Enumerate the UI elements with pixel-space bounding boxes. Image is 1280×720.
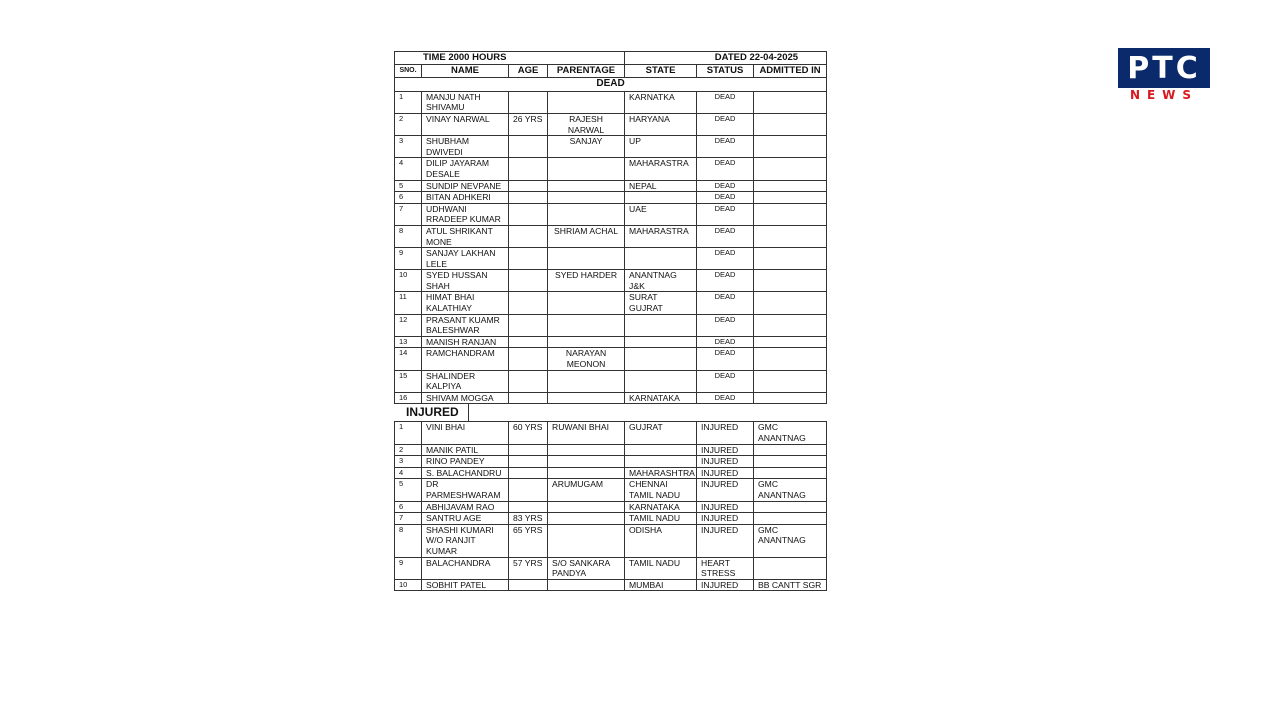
row-admitted-in [754,270,827,292]
row-name: SANTRU AGE [422,513,509,525]
row-name: SHUBHAM DWIVEDI [422,136,509,158]
row-name: MANJU NATH SHIVAMU [422,91,509,113]
row-sno: 11 [395,292,422,314]
row-parentage [548,314,625,336]
row-name: SANJAY LAKHAN LELE [422,248,509,270]
table-row [395,225,827,247]
row-parentage: RUWANI BHAI [548,422,625,444]
row-parentage [548,336,625,348]
row-admitted-in [754,192,827,204]
row-age [509,456,548,468]
row-sno: 8 [395,225,422,247]
row-age [509,370,548,392]
row-parentage: SYED HARDER [548,270,625,292]
row-name: MANIK PATIL [422,444,509,456]
row-age [509,136,548,158]
row-status: INJURED [697,422,754,444]
row-status: DEAD [697,225,754,247]
row-age [509,180,548,192]
col-admitted-in: ADMITTED IN [754,64,827,78]
row-admitted-in [754,91,827,113]
row-status: INJURED [697,467,754,479]
row-parentage [548,501,625,513]
row-age [509,248,548,270]
row-admitted-in [754,180,827,192]
row-sno: 3 [395,136,422,158]
table-row [395,91,827,113]
row-status: INJURED [697,444,754,456]
table-row [395,248,827,270]
row-status: INJURED [697,501,754,513]
row-status: DEAD [697,248,754,270]
table-row [395,270,827,292]
row-sno: 7 [395,513,422,525]
row-status: DEAD [697,203,754,225]
row-status: INJURED [697,579,754,591]
row-parentage [548,513,625,525]
table-row [395,392,827,404]
row-name: UDHWANI RRADEEP KUMAR [422,203,509,225]
table-row [395,501,827,513]
row-age: 26 YRS [509,113,548,135]
table-row [395,444,827,456]
row-parentage [548,392,625,404]
table-row [395,513,827,525]
row-status: DEAD [697,392,754,404]
row-sno: 16 [395,392,422,404]
row-age [509,225,548,247]
col-sno: SNO. [395,64,422,78]
row-name: DILIP JAYARAM DESALE [422,158,509,180]
row-name: ABHIJAVAM RAO [422,501,509,513]
row-state [625,336,697,348]
row-parentage: NARAYAN MEONON [548,348,625,370]
row-name: SHIVAM MOGGA [422,392,509,404]
row-admitted-in: GMC ANANTNAG [754,479,827,501]
row-sno: 4 [395,467,422,479]
row-admitted-in [754,336,827,348]
row-status: DEAD [697,336,754,348]
col-status: STATUS [697,64,754,78]
row-age: 65 YRS [509,524,548,557]
row-status: DEAD [697,292,754,314]
injured-section-header [394,404,826,421]
time-label: TIME 2000 HOURS [395,52,625,65]
row-name: SHASHI KUMARI W/O RANJIT KUMAR [422,524,509,557]
table-row [395,192,827,204]
row-age [509,392,548,404]
table-row [395,348,827,370]
table-row [395,479,827,501]
row-state: MAHARASTRA [625,158,697,180]
row-status: DEAD [697,348,754,370]
table-row [395,467,827,479]
row-sno: 8 [395,524,422,557]
row-sno: 3 [395,456,422,468]
row-sno: 10 [395,579,422,591]
row-sno: 5 [395,479,422,501]
row-parentage [548,524,625,557]
table-row [395,557,827,579]
row-parentage: SANJAY [548,136,625,158]
row-status: DEAD [697,136,754,158]
row-admitted-in [754,557,827,579]
table-row [395,336,827,348]
table-row [395,158,827,180]
table-row [395,203,827,225]
row-age [509,479,548,501]
table-row [395,370,827,392]
table-row [395,113,827,135]
row-state: KARNATKA [625,91,697,113]
row-state [625,370,697,392]
dead-section-label: DEAD [395,78,827,92]
row-sno: 12 [395,314,422,336]
row-admitted-in [754,314,827,336]
row-parentage [548,158,625,180]
table-row [395,314,827,336]
dead-section-row [395,78,827,92]
table-row [395,136,827,158]
row-name: HIMAT BHAI KALATHIAY [422,292,509,314]
row-state: KARNATAKA [625,501,697,513]
row-status: DEAD [697,113,754,135]
row-age [509,192,548,204]
row-parentage [548,444,625,456]
row-admitted-in [754,513,827,525]
row-parentage [548,203,625,225]
row-admitted-in [754,248,827,270]
row-sno: 14 [395,348,422,370]
row-status: DEAD [697,91,754,113]
row-name: RAMCHANDRAM [422,348,509,370]
table-row [395,292,827,314]
row-state: MAHARASHTRA [625,467,697,479]
col-name: NAME [422,64,509,78]
row-status: DEAD [697,370,754,392]
row-state: ODISHA [625,524,697,557]
row-state: ANANTNAG J&K [625,270,697,292]
dated-label: DATED 22-04-2025 [625,52,827,65]
col-parentage: PARENTAGE [548,64,625,78]
row-name: S. BALACHANDRU [422,467,509,479]
row-parentage: ARUMUGAM [548,479,625,501]
row-status: INJURED [697,456,754,468]
row-sno: 4 [395,158,422,180]
row-parentage: RAJESH NARWAL [548,113,625,135]
row-admitted-in [754,456,827,468]
row-state [625,192,697,204]
row-name: VINI BHAI [422,422,509,444]
row-state: TAMIL NADU [625,513,697,525]
row-admitted-in: BB CANTT SGR [754,579,827,591]
row-name: SUNDIP NEVPANE [422,180,509,192]
row-state [625,456,697,468]
row-name: PRASANT KUAMR BALESHWAR [422,314,509,336]
row-sno: 15 [395,370,422,392]
row-admitted-in: GMC ANANTNAG [754,422,827,444]
row-admitted-in [754,501,827,513]
row-sno: 6 [395,501,422,513]
row-state: GUJRAT [625,422,697,444]
row-status: INJURED [697,479,754,501]
row-name: SHALINDER KALPIYA [422,370,509,392]
row-parentage [548,192,625,204]
row-age [509,444,548,456]
row-parentage: SHRIAM ACHAL [548,225,625,247]
row-name: BALACHANDRA [422,557,509,579]
row-age [509,336,548,348]
row-age [509,292,548,314]
row-status: DEAD [697,158,754,180]
logo-news-text: NEWS [1129,88,1199,102]
row-name: RINO PANDEY [422,456,509,468]
document-header-row [395,52,827,65]
row-age: 83 YRS [509,513,548,525]
row-name: ATUL SHRIKANT MONE [422,225,509,247]
row-state: MAHARASTRA [625,225,697,247]
row-age [509,467,548,479]
row-admitted-in [754,370,827,392]
row-admitted-in [754,292,827,314]
casualty-list-document [394,51,826,591]
row-age [509,348,548,370]
row-sno: 1 [395,422,422,444]
table-row [395,180,827,192]
row-parentage [548,456,625,468]
ptc-news-logo [1118,48,1210,100]
row-age [509,579,548,591]
row-age: 60 YRS [509,422,548,444]
row-parentage [548,292,625,314]
injured-section-label: INJURED [394,404,469,421]
col-age: AGE [509,64,548,78]
row-age [509,203,548,225]
injured-table [394,421,827,591]
column-header-row [395,64,827,78]
table-row [395,579,827,591]
row-admitted-in [754,113,827,135]
row-name: BITAN ADHKERI [422,192,509,204]
logo-top [1118,48,1210,88]
row-status: INJURED [697,524,754,557]
row-state: CHENNAI TAMIL NADU [625,479,697,501]
row-admitted-in [754,348,827,370]
row-state: UP [625,136,697,158]
row-parentage [548,180,625,192]
row-sno: 2 [395,444,422,456]
row-name: MANISH RANJAN [422,336,509,348]
row-age [509,158,548,180]
row-status: INJURED [697,513,754,525]
row-sno: 5 [395,180,422,192]
row-admitted-in [754,225,827,247]
row-state: SURAT GUJRAT [625,292,697,314]
row-sno: 2 [395,113,422,135]
row-admitted-in [754,444,827,456]
injured-rows [395,422,827,591]
row-admitted-in: GMC ANANTNAG [754,524,827,557]
row-age: 57 YRS [509,557,548,579]
row-name: VINAY NARWAL [422,113,509,135]
col-state: STATE [625,64,697,78]
row-status: DEAD [697,314,754,336]
row-name: DR PARMESHWARAM [422,479,509,501]
row-state: HARYANA [625,113,697,135]
row-admitted-in [754,467,827,479]
row-age [509,314,548,336]
row-status: DEAD [697,270,754,292]
row-state [625,348,697,370]
dead-table [394,51,827,404]
row-sno: 13 [395,336,422,348]
row-sno: 10 [395,270,422,292]
row-state: TAMIL NADU [625,557,697,579]
row-parentage [548,370,625,392]
row-name: SYED HUSSAN SHAH [422,270,509,292]
row-state [625,444,697,456]
row-admitted-in [754,392,827,404]
row-sno: 6 [395,192,422,204]
table-row [395,422,827,444]
row-parentage [548,467,625,479]
row-parentage: S/O SANKARA PANDYA [548,557,625,579]
row-state [625,248,697,270]
row-parentage [548,248,625,270]
row-parentage [548,579,625,591]
row-parentage [548,91,625,113]
row-status: HEART STRESS [697,557,754,579]
dead-rows [395,91,827,404]
row-admitted-in [754,203,827,225]
table-row [395,524,827,557]
row-age [509,501,548,513]
row-age [509,270,548,292]
row-state: MUMBAI [625,579,697,591]
row-sno: 9 [395,248,422,270]
row-state: UAE [625,203,697,225]
row-state: KARNATAKA [625,392,697,404]
row-name: SOBHIT PATEL [422,579,509,591]
row-status: DEAD [697,192,754,204]
row-sno: 7 [395,203,422,225]
row-state: NEPAL [625,180,697,192]
logo-ptc-text: PTC [1127,50,1201,86]
row-admitted-in [754,136,827,158]
row-sno: 9 [395,557,422,579]
row-sno: 1 [395,91,422,113]
row-status: DEAD [697,180,754,192]
row-admitted-in [754,158,827,180]
row-age [509,91,548,113]
row-state [625,314,697,336]
table-row [395,456,827,468]
